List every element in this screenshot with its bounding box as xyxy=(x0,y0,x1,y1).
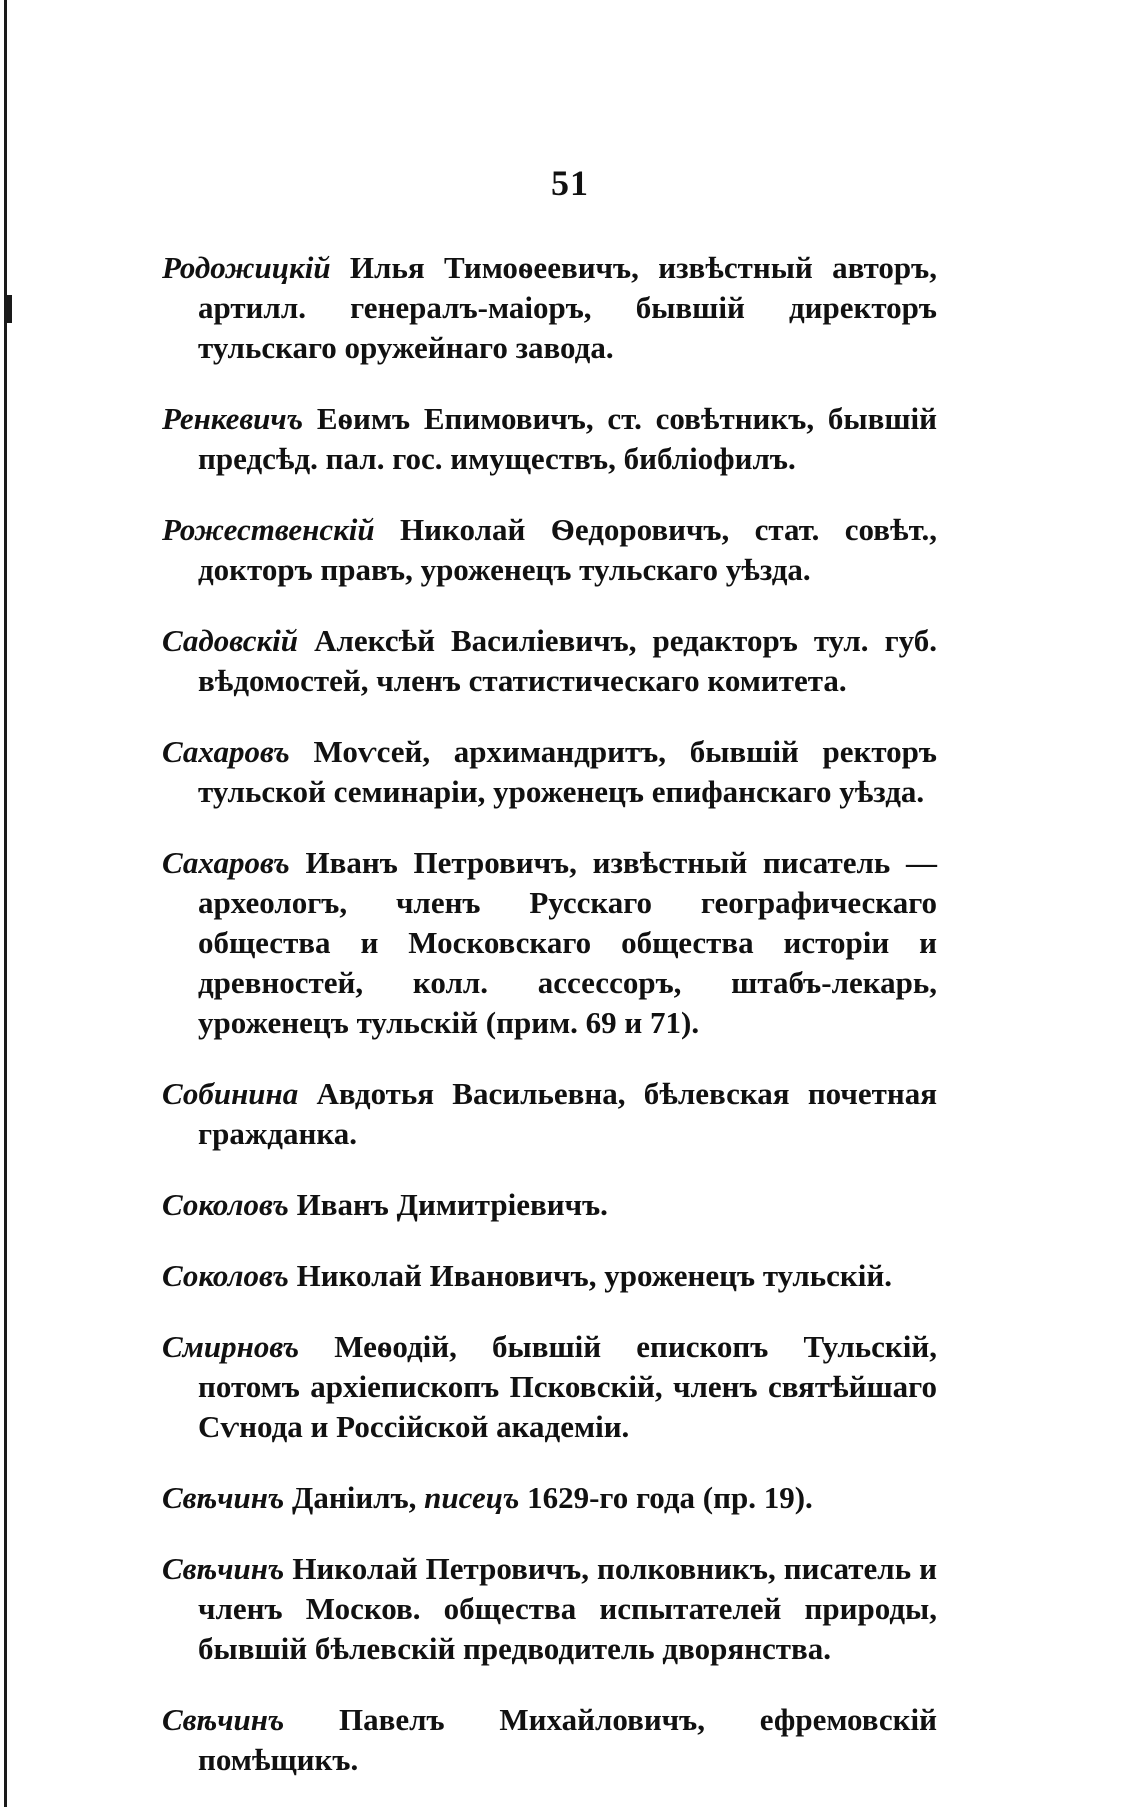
entry-text-after: 1629-го года (пр. 19). xyxy=(519,1480,813,1515)
entry-surname: Сахаровъ xyxy=(162,734,290,769)
entry-sadovsky xyxy=(162,621,937,701)
entry-sakharov-ivan xyxy=(162,843,937,1043)
entry-surname: Свѣчинъ xyxy=(162,1551,285,1586)
entry-text: Даніилъ, xyxy=(284,1480,425,1515)
entry-text: Николай Ѳедоровичъ, стат. совѣт., докторъ правъ, уроженецъ тульскаго уѣзда. xyxy=(198,512,937,587)
entry-text: Николай Петровичъ, полковникъ, писатель и членъ Москов. общества испытателей природы, бывшій бѣлевскій предводитель дворянства. xyxy=(198,1551,937,1666)
entry-text: Алексѣй Василіевичъ, редакторъ тул. губ. вѣдомостей, членъ статистическаго комитета. xyxy=(198,623,937,698)
scan-edge-line xyxy=(4,0,7,1807)
entry-text: Павелъ Михайловичъ, ефремовскій помѣщикъ. xyxy=(198,1702,937,1777)
scan-edge-mark xyxy=(6,295,12,323)
entry-surname: Собинина xyxy=(162,1076,299,1111)
entry-text: Илья Тимоѳеевичъ, извѣстный авторъ, артилл. генералъ-маіоръ, бывшій директоръ тульскаго оружейнаго завода. xyxy=(198,250,937,365)
entry-text: Николай Ивановичъ, уроженецъ тульскій. xyxy=(288,1258,892,1293)
entry-list xyxy=(162,217,937,1788)
entry-svechin-pavel xyxy=(162,1700,937,1780)
entry-surname: Ренкевичъ xyxy=(162,401,304,436)
entry-surname: Родожицкій xyxy=(162,250,331,285)
entry-svechin-nikolai xyxy=(162,1549,937,1669)
entry-surname: Свѣчинъ xyxy=(162,1480,285,1515)
entry-renkevich xyxy=(162,399,937,479)
entry-text: Меѳодій, бывшій епископъ Тульскій, потомъ архіепископъ Псковскій, членъ святѣйшаго Сѵнода и Россійской академіи. xyxy=(198,1329,937,1444)
entry-surname: Свѣчинъ xyxy=(162,1702,285,1737)
entry-sobinina xyxy=(162,1074,937,1154)
entry-text: Иванъ Петровичъ, извѣстный писатель — археологъ, членъ Русскаго географическаго общества и Московскаго общества исторіи и древностей, колл. ассессоръ, штабъ-лекарь, уроженецъ тульскій (прим. 69 и 71). xyxy=(198,845,937,1040)
entry-surname: Соколовъ xyxy=(162,1187,289,1222)
page-number: 51 xyxy=(551,163,589,203)
entry-rozhestvensky xyxy=(162,510,937,590)
entry-surname: Сахаровъ xyxy=(162,845,290,880)
entry-sokolov-ivan xyxy=(162,1185,937,1225)
entry-text: Моѵсей, архимандритъ, бывшій ректоръ тульской семинаріи, уроженецъ епифанскаго уѣзда. xyxy=(198,734,937,809)
entry-surname: Рожественскій xyxy=(162,512,375,547)
entry-scribe-word: писецъ xyxy=(424,1480,520,1515)
entry-rodozhitsky xyxy=(162,248,937,368)
entry-surname: Садовскій xyxy=(162,623,299,658)
entry-surname: Смирновъ xyxy=(162,1329,300,1364)
entry-surname: Соколовъ xyxy=(162,1258,289,1293)
entry-text: Авдотья Васильевна, бѣлевская почетная гражданка. xyxy=(198,1076,937,1151)
entry-svechin-daniil xyxy=(162,1478,937,1518)
entry-text: Иванъ Димитріевичъ. xyxy=(288,1187,608,1222)
entry-sokolov-nikolai xyxy=(162,1256,937,1296)
entry-smirnov xyxy=(162,1327,937,1447)
entry-sakharov-moisei xyxy=(162,732,937,812)
entry-text: Еѳимъ Епимовичъ, ст. совѣтникъ, бывшій предсѣд. пал. гос. имуществъ, библіофилъ. xyxy=(198,401,937,476)
